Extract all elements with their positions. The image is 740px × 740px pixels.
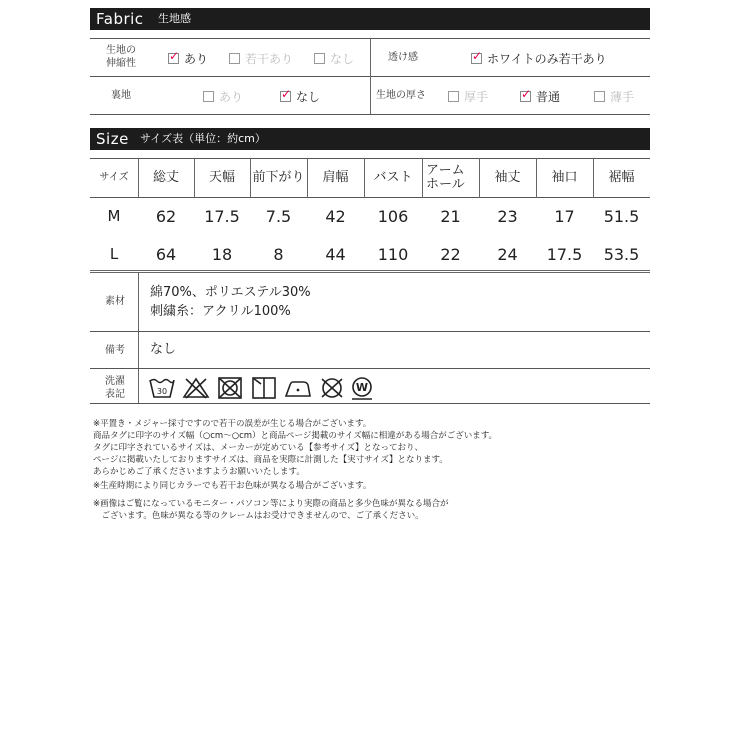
no-bleach-icon [182,376,210,400]
thickness-option-thick: 厚手 [448,90,488,104]
header-front-drop: 前下がり [252,170,305,185]
thickness-label: 生地の厚さ [376,90,426,101]
remarks-value: なし [150,342,177,357]
header-length: 総丈 [152,170,179,185]
note-line: 商品タグに印字のサイズ幅（○cm〜○cm）と商品ページ掲載のサイズ幅に相違がある場合がございます。 [93,431,498,441]
remarks-label: 備考 [105,345,125,356]
note-line: ページに掲載いたしておりますサイズは、商品を実際に計測した【実寸サイズ】となります。 [93,455,448,465]
header-bust: バスト [373,170,413,185]
fabric-divider [370,38,371,114]
note-line: ※平置き・メジャー採寸ですので若干の誤差が生じる場合がございます。 [93,419,372,429]
table-cell: 53.5 [603,245,640,264]
size-col-divider [422,158,423,198]
header-hem: 裾幅 [608,170,635,185]
header-sleeve-length: 袖丈 [494,170,521,185]
header-neck-width: 天幅 [208,170,235,185]
material-line-1: 綿70%、ポリエステル30% [150,285,311,300]
fabric-title: Fabric [96,10,144,28]
lining-label: 裏地 [111,90,131,101]
details-divider [138,273,139,403]
table-cell: 44 [325,245,346,264]
table-cell: 22 [440,245,461,264]
line-dry-shade-icon [250,376,278,400]
note-line: ※生産時期により同じカラーでも若干お色味が異なる場合がございます。 [93,481,372,491]
note-line: ※画像はご覧になっているモニター・パソコン等により実際の商品と多少色味が異なる場合が [93,499,449,509]
stretch-option-no: なし [314,52,354,66]
table-cell: 64 [155,245,177,264]
table-cell: 23 [497,207,518,226]
header-shoulder: 肩幅 [322,170,349,185]
table-cell: 18 [211,245,233,264]
svg-text:W: W [355,381,369,394]
size-header-bar [90,128,650,150]
thickness-option-normal: ✓ 普通 [520,90,560,104]
no-dry-clean-icon [318,376,346,400]
table-cell: 24 [497,245,518,264]
size-subtitle: サイズ表（単位：約cm） [140,132,266,145]
size-title: Size [96,130,129,148]
size-line-bottom [90,270,650,273]
size-line-header [90,197,650,198]
details-line-3 [90,403,650,404]
checkbox-checked-icon [471,53,482,64]
details-line-2 [90,368,650,369]
lining-option-no: ✓ なし [280,90,320,104]
table-cell: 110 [377,245,409,264]
material-label: 素材 [105,296,125,307]
lining-option-yes: あり [203,90,243,104]
table-cell: 17.5 [546,245,583,264]
checkbox-checked-icon [520,91,531,102]
checkbox-icon [314,53,325,64]
table-cell: 62 [155,207,177,226]
table-cell: 8 [273,245,284,264]
svg-text:30: 30 [156,387,168,396]
material-line-2: 刺繍糸：アクリル100% [150,304,291,319]
checkbox-icon [594,91,605,102]
no-tumble-dry-icon [216,376,244,400]
table-cell: 21 [440,207,461,226]
sheer-option-white-slight: ✓ ホワイトのみ若干あり [471,52,607,66]
checkbox-icon [203,91,214,102]
checkbox-icon [448,91,459,102]
table-cell: 42 [325,207,346,226]
size-label-l: L [109,245,119,263]
size-label-m: M [107,207,121,225]
size-line-top [90,158,650,159]
table-cell: 7.5 [265,207,292,226]
checkbox-checked-icon [280,91,291,102]
checkbox-icon [229,53,240,64]
table-cell: 17 [554,207,575,226]
fabric-line-bottom [90,114,650,115]
checkbox-checked-icon [168,53,179,64]
sheer-label: 透け感 [388,52,418,63]
table-cell: 51.5 [603,207,640,226]
note-line: ございます。色味が異なる等のクレームはお受けできませんので、ご了承ください。 [93,511,424,521]
wet-clean-icon [348,376,376,400]
fabric-header-bar [90,8,650,30]
iron-low-icon [284,376,312,400]
table-cell: 17.5 [204,207,240,226]
stretch-label: 生地の 伸縮性 [106,45,136,69]
note-line: タグに印字されているサイズは、メーカーが定めている【参考サイズ】となっており、 [93,443,423,453]
fabric-subtitle: 生地感 [158,12,191,25]
stretch-option-yes: ✓ あり [168,52,208,66]
header-size: サイズ [99,172,129,183]
details-line-1 [90,331,650,332]
table-cell: 106 [377,207,409,226]
header-armhole: アーム ホール [426,163,465,192]
stretch-option-slight: 若干あり [229,52,293,66]
care-label: 洗濯 表記 [105,376,125,400]
wash-30-icon [148,376,176,400]
header-cuff: 袖口 [551,170,578,185]
thickness-option-thin: 薄手 [594,90,634,104]
note-line: あらかじめご了承くださいますようお願いいたします。 [93,467,305,477]
